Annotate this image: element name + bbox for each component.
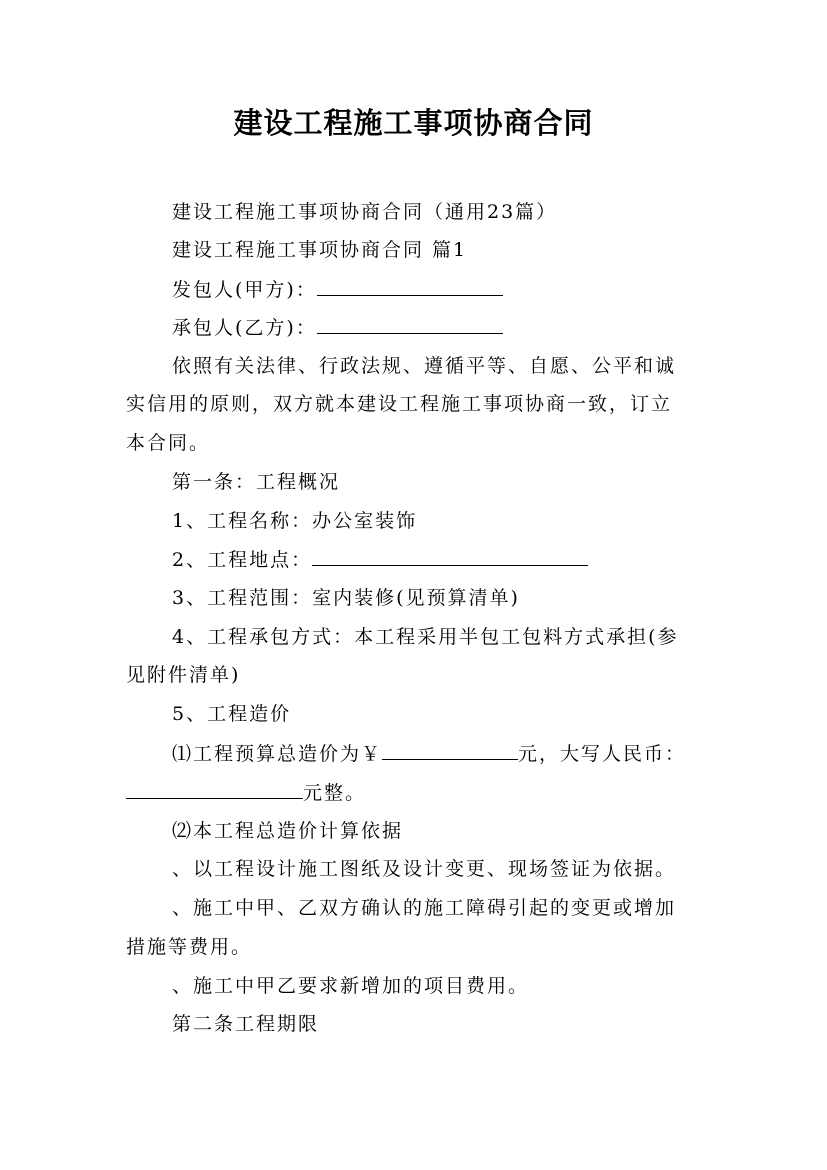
clause-line: 、施工中甲、乙双方确认的施工障碍引起的变更或增加 (172, 897, 677, 919)
clause-line: 见附件清单) (126, 664, 241, 686)
project-location-blank (312, 547, 588, 566)
amount-suffix: 元整。 (303, 782, 367, 804)
clause-line: 3、工程范围：室内装修(见预算清单) (172, 587, 520, 609)
budget-price-blank (382, 741, 518, 760)
clause-line: 1、工程名称：办公室装饰 (172, 510, 418, 532)
project-location-label: 2、工程地点： (172, 549, 313, 571)
party-b-line (172, 315, 772, 340)
paragraph-line: 依照有关法律、行政法规、遵循平等、自愿、公平和诚 (172, 355, 677, 377)
amount-words-label: 元，大写人民币： (518, 743, 687, 765)
article-heading: 第二条工程期限 (172, 1013, 320, 1035)
clause-line: ⑵本工程总造价计算依据 (172, 820, 404, 842)
paragraph-line: 实信用的原则，双方就本建设工程施工事项协商一致，订立 (126, 393, 673, 415)
clause-line (172, 741, 772, 766)
clause-line: 、施工中甲乙要求新增加的项目费用。 (172, 975, 530, 997)
section-heading: 建设工程施工事项协商合同 篇1 (172, 239, 468, 261)
budget-price-label: ⑴工程预算总造价为￥ (172, 743, 383, 765)
party-a-blank (317, 277, 503, 296)
clause-line: 措施等费用。 (126, 936, 253, 958)
party-b-label: 承包人(乙方)： (172, 317, 317, 339)
party-b-blank (317, 315, 503, 334)
article-heading: 第一条：工程概况 (172, 471, 341, 493)
document-title: 建设工程施工事项协商合同 (233, 106, 594, 140)
clause-line: 、以工程设计施工图纸及设计变更、现场签证为依据。 (172, 858, 677, 880)
amount-words-blank (126, 780, 303, 799)
party-a-line (172, 277, 772, 302)
clause-line (172, 547, 772, 572)
subtitle-line: 建设工程施工事项协商合同（通用23篇） (172, 201, 558, 223)
paragraph-line: 本合同。 (126, 432, 211, 454)
clause-line: 5、工程造价 (172, 703, 292, 725)
party-a-label: 发包人(甲方)： (172, 279, 317, 301)
clause-line: 4、工程承包方式：本工程采用半包工包料方式承担(参 (172, 626, 679, 648)
clause-line (126, 780, 726, 805)
